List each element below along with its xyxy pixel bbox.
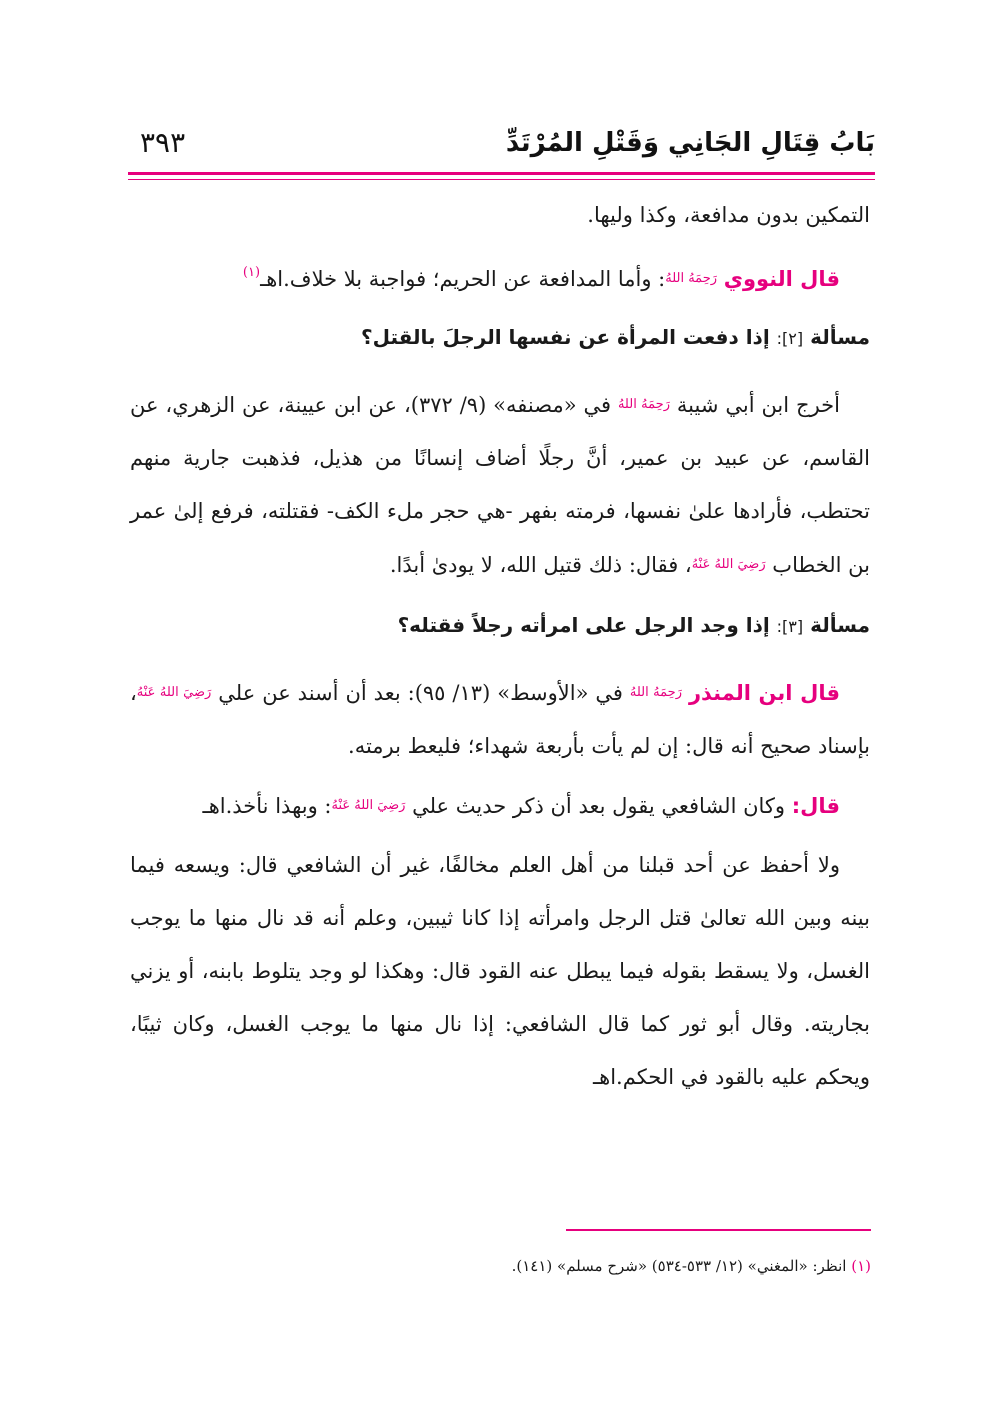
scholar-name: قال:: [791, 794, 840, 818]
paragraph-no-disagreement: ولا أحفظ عن أحد قبلنا من أهل العلم مخالفًا، غير أن الشافعي قال: ويسعه فيما بينه وبين الله تعالىٰ قتل الرجل وامرأته إذا كانا ثيبين، وعلم أنه قد نال منها ما يوجب الغسل، ولا يسقط بقوله فيما يبطل عنه القود قال: وهكذا لو وجد يتلوط بابنه، أو يزني بجاريته. وقال أبو ثور كما قال الشافعي: إذا نال منها ما يوجب الغسل، وكان ثيبًا، ويحكم عليه بالقود في الحكم.اهـ: [130, 853, 870, 1089]
spacer: [130, 773, 870, 781]
paragraph-shafii: [130, 781, 870, 831]
paragraph-ibn-abi-shaybah: [130, 378, 870, 592]
footnote-text: انظر: «المغني» (١٢/ ٥٣٣-٥٣٤) «شرح مسلم» (١٤١).: [511, 1257, 847, 1275]
issue-label: مسألة: [810, 325, 870, 349]
main-text: [130, 190, 870, 1104]
continuation-line: التمكين بدون مدافعة، وكذا وليها.: [587, 203, 870, 227]
spacer: [130, 304, 870, 312]
footnote-mark: (١): [851, 1257, 871, 1275]
spacer: [130, 240, 870, 248]
footnote-rule: [566, 1229, 871, 1231]
issue-title: إذا دفعت المرأة عن نفسها الرجلَ بالقتل؟: [360, 325, 770, 349]
spacer: [130, 831, 870, 839]
paragraph-ibn-al-mundhir: [130, 666, 870, 773]
paragraph-text: ، بإسناد صحيح أنه قال: إن لم يأت بأربعة شهداء؛ فليعط برمته.: [130, 681, 870, 758]
paragraph-text: أخرج ابن أبي شيبة: [676, 393, 840, 417]
paragraph-text: في «مصنفه» (٩/ ٣٧٢)، عن ابن عيينة، عن الزهري، عن القاسم، عن عبيد بن عمير، أنَّ رجلًا أضاف إنسانًا من هذيل، فذهبت جارية منهم تحتطب، فأرادها علىٰ نفسها، فرمته بفهر -هي حجر ملء الكف- فقتلته، فرفع إلىٰ عمر بن الخطاب: [130, 393, 870, 577]
footnote: [131, 1248, 871, 1284]
paragraph-text: ، فقال: ذلك قتيل الله، لا يودىٰ أبدًا.: [389, 553, 692, 577]
issue-number: [٣]:: [776, 617, 804, 636]
header-rule-thick: [128, 172, 875, 175]
page-number: ٣٩٣: [140, 126, 186, 159]
issue-heading-2: [130, 312, 870, 364]
honorific: رَحِمَهُ اللهُ: [629, 685, 682, 700]
honorific: رَضِيَ اللهُ عَنْهُ: [331, 798, 406, 813]
paragraph-text: : وبهذا نأخذ.اهـ: [202, 794, 332, 818]
running-title: بَابُ قِتَالِ الجَانِي وَقَتْلِ المُرْتَدِّ: [505, 128, 875, 158]
scholar-name: قال ابن المنذر: [688, 681, 840, 705]
scholar-name: قال النووي: [723, 267, 840, 291]
issue-number: [٢]:: [776, 329, 804, 348]
issue-title: إذا وجد الرجل على امرأته رجلاً فقتله؟: [397, 613, 770, 637]
page-header: [128, 118, 875, 168]
honorific: رَضِيَ اللهُ عَنْهُ: [136, 685, 212, 700]
honorific: رَحِمَهُ اللهُ: [617, 397, 670, 412]
issue-heading-3: [130, 600, 870, 652]
header-rule-thin: [128, 179, 875, 180]
paragraph-text: وكان الشافعي يقول بعد أن ذكر حديث علي: [412, 794, 786, 818]
honorific: رَضِيَ اللهُ عَنْهُ: [691, 557, 766, 572]
issue-label: مسألة: [810, 613, 870, 637]
spacer: [130, 364, 870, 378]
nawawi-quote: [130, 248, 870, 304]
paragraph-text: في «الأوسط» (١٣/ ٩٥): بعد أن أسند عن علي: [218, 681, 623, 705]
honorific: رَحِمَهُ اللهُ: [665, 271, 718, 286]
footnote-ref: (١): [242, 265, 261, 280]
quote-text: : وأما المدافعة عن الحريم؛ فواجبة بلا خلاف.اهـ: [260, 267, 666, 291]
spacer: [130, 652, 870, 666]
spacer: [130, 592, 870, 600]
